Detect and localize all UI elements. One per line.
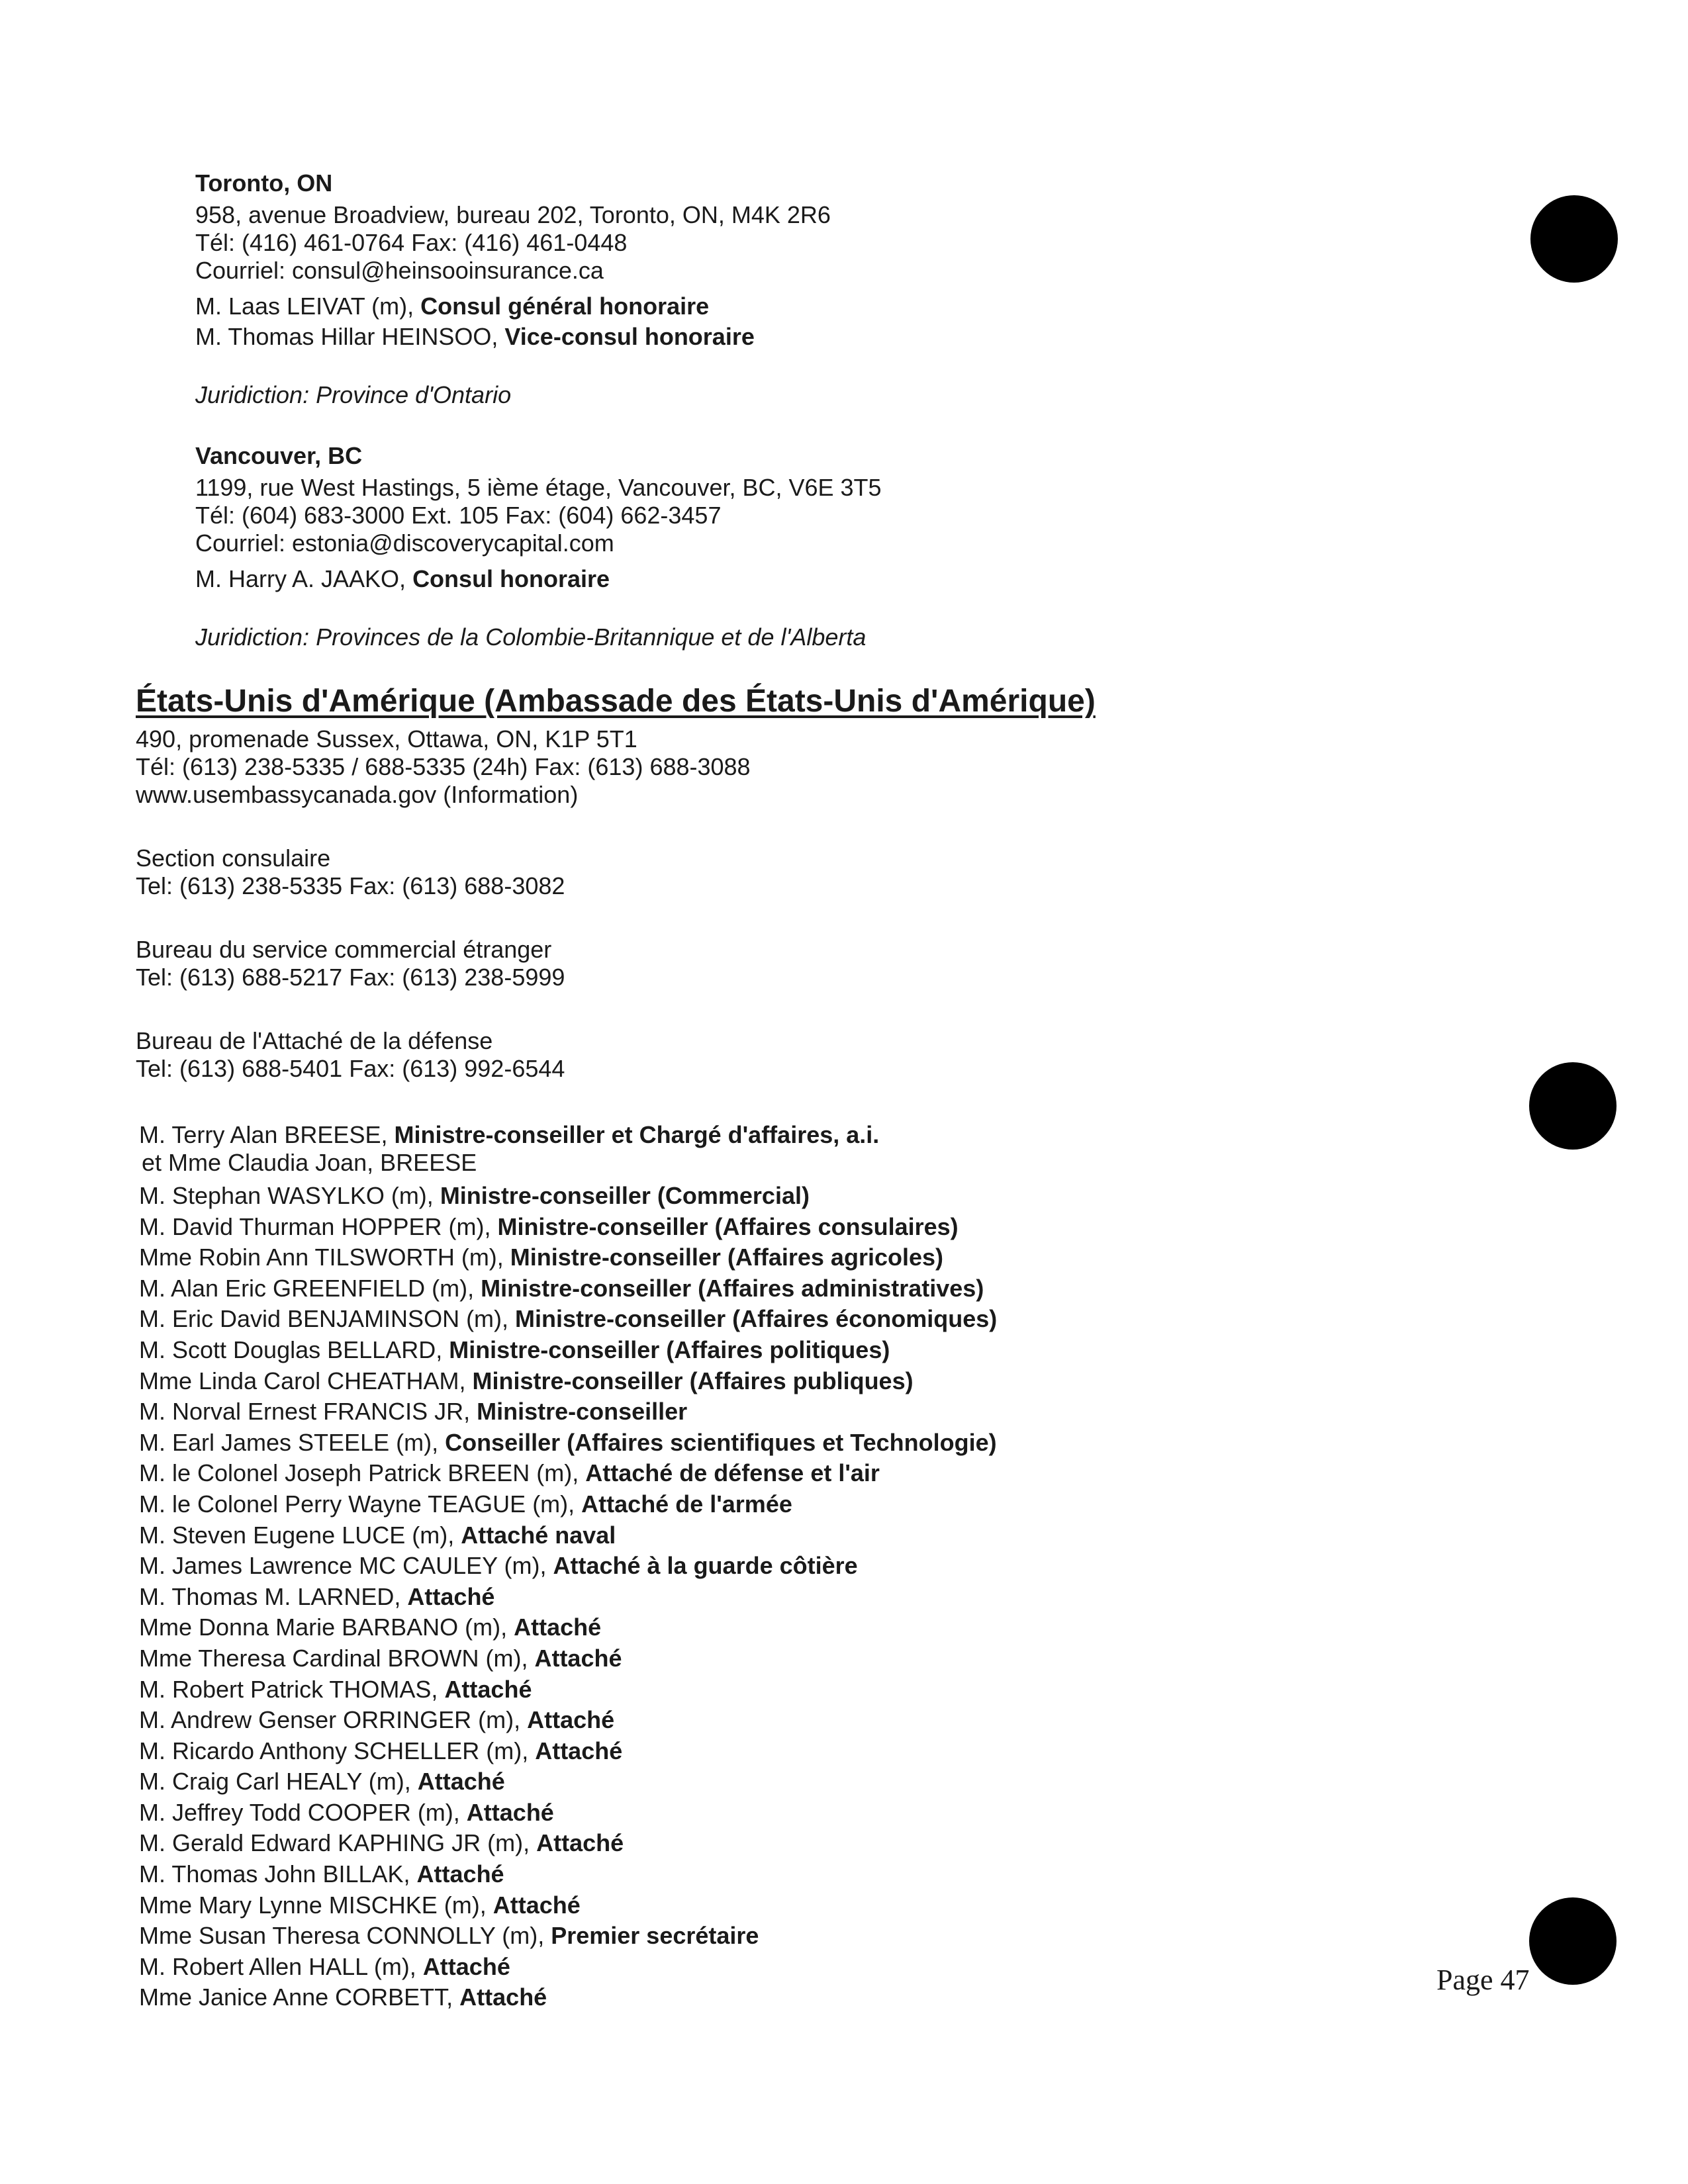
section-name: Bureau de l'Attaché de la défense: [136, 1027, 493, 1054]
vancouver-phone: Tél: (604) 683-3000 Ext. 105 Fax: (604) 662-3457: [195, 502, 722, 529]
staff-name: Mme Mary Lynne MISCHKE (m),: [139, 1891, 493, 1919]
staff-row: [139, 1520, 997, 1551]
staff-title: Attaché: [466, 1798, 554, 1826]
staff-title: Attaché naval: [461, 1521, 616, 1549]
staff-row: [139, 1828, 997, 1859]
staff-row: [139, 1674, 997, 1706]
staff-name: M. Steven Eugene LUCE (m),: [139, 1521, 461, 1549]
staff-row: [139, 1304, 997, 1335]
toronto-phone: Tél: (416) 461-0764 Fax: (416) 461-0448: [195, 229, 628, 256]
staff-title: Attaché: [407, 1582, 495, 1610]
staff-name: M. James Lawrence MC CAULEY (m),: [139, 1552, 553, 1580]
staff-name: M. Jeffrey Todd COOPER (m),: [139, 1798, 467, 1826]
staff-name: Mme Robin Ann TILSWORTH (m),: [139, 1244, 510, 1271]
staff-row: [139, 1890, 997, 1921]
staff-title: Attaché: [514, 1614, 602, 1641]
staff-title: Conseiller (Affaires scientifiques et Technologie): [445, 1428, 997, 1456]
staff-name: M. Scott Douglas BELLARD,: [139, 1336, 449, 1363]
staff-name: Mme Susan Theresa CONNOLLY (m),: [139, 1922, 551, 1950]
staff-title: Attaché: [536, 1829, 624, 1857]
toronto-jurisdiction: Juridiction: Province d'Ontario: [195, 381, 512, 408]
staff-name: M. Thomas M. LARNED,: [139, 1582, 408, 1610]
punch-hole-middle: [1529, 1062, 1617, 1150]
staff-title: Ministre-conseiller (Affaires économiques): [515, 1305, 998, 1333]
staff-title: Attaché: [534, 1644, 622, 1672]
staff-title: Attaché: [416, 1860, 504, 1888]
staff-title: Attaché de l'armée: [581, 1490, 792, 1518]
staff-name: M. Thomas John BILLAK,: [139, 1860, 417, 1888]
staff-name: M. Andrew Genser ORRINGER (m),: [139, 1706, 528, 1734]
staff-title: Attaché: [444, 1675, 532, 1703]
staff-row: [139, 1458, 997, 1489]
staff-title: Ministre-conseiller (Affaires politiques): [449, 1336, 890, 1363]
section-phone: Tel: (613) 688-5217 Fax: (613) 238-5999: [136, 964, 565, 991]
staff-row: [139, 1489, 997, 1520]
staff-row: [139, 1612, 997, 1643]
vancouver-jurisdiction: Juridiction: Provinces de la Colombie-Britannique et de l'Alberta: [195, 623, 867, 651]
staff-name: M. Robert Patrick THOMAS,: [139, 1675, 445, 1703]
spouse-line: et Mme Claudia Joan, BREESE: [142, 1149, 477, 1176]
section-name: Bureau du service commercial étranger: [136, 936, 552, 963]
punch-hole-bottom: [1529, 1897, 1617, 1985]
official-name: M. Terry Alan BREESE,: [139, 1121, 395, 1148]
vancouver-heading: Vancouver, BC: [195, 442, 363, 469]
vancouver-email: Courriel: estonia@discoverycapital.com: [195, 529, 614, 557]
vancouver-address: 1199, rue West Hastings, 5 ième étage, Vancouver, BC, V6E 3T5: [195, 474, 882, 501]
official-title: Consul honoraire: [412, 565, 610, 592]
staff-row: [139, 1181, 997, 1212]
section-phone: Tel: (613) 688-5401 Fax: (613) 992-6544: [136, 1055, 565, 1082]
staff-title: Attaché à la guarde côtière: [553, 1552, 858, 1580]
staff-name: M. Ricardo Anthony SCHELLER (m),: [139, 1737, 536, 1764]
staff-name: M. Robert Allen HALL (m),: [139, 1952, 423, 1980]
staff-name: M. Norval Ernest FRANCIS JR,: [139, 1398, 477, 1426]
official-name: M. Thomas Hillar HEINSOO,: [195, 323, 505, 350]
staff-row: [139, 1766, 997, 1797]
staff-title: Ministre-conseiller: [477, 1398, 688, 1426]
staff-row: [139, 1396, 997, 1428]
staff-row: [139, 1273, 997, 1304]
embassy-phone: Tél: (613) 238-5335 / 688-5335 (24h) Fax: (613) 688-3088: [136, 753, 751, 780]
staff-name: M. le Colonel Joseph Patrick BREEN (m),: [139, 1459, 586, 1487]
staff-row: [139, 1643, 997, 1674]
staff-title: Attaché: [459, 1983, 547, 2011]
official-title: Consul général honoraire: [420, 293, 710, 320]
country-heading: États-Unis d'Amérique (Ambassade des États-Unis d'Amérique): [136, 684, 1096, 719]
official-row: [195, 564, 610, 594]
staff-row: [139, 1582, 997, 1613]
staff-title: Attaché de défense et l'air: [585, 1459, 880, 1487]
staff-row: [139, 1366, 997, 1397]
staff-name: Mme Donna Marie BARBANO (m),: [139, 1614, 514, 1641]
staff-name: M. Eric David BENJAMINSON (m),: [139, 1305, 516, 1333]
staff-row: [139, 1982, 997, 2013]
staff-title: Attaché: [527, 1706, 615, 1734]
staff-name: M. David Thurman HOPPER (m),: [139, 1212, 498, 1240]
official-title: Vice-consul honoraire: [504, 323, 755, 350]
staff-name: Mme Linda Carol CHEATHAM,: [139, 1367, 473, 1394]
embassy-website: www.usembassycanada.gov (Information): [136, 781, 579, 808]
staff-row: [139, 1705, 997, 1736]
staff-title: Attaché: [492, 1891, 581, 1919]
page-number: Page 47: [1436, 1964, 1530, 1996]
staff-title: Ministre-conseiller (Affaires agricoles): [510, 1244, 944, 1271]
staff-title: Ministre-conseiller (Commercial): [440, 1182, 810, 1209]
staff-name: Mme Theresa Cardinal BROWN (m),: [139, 1644, 535, 1672]
staff-name: M. Alan Eric GREENFIELD (m),: [139, 1274, 481, 1302]
staff-row: [139, 1797, 997, 1829]
staff-row: [139, 1551, 997, 1582]
staff-title: Attaché: [422, 1952, 510, 1980]
staff-title: Ministre-conseiller (Affaires administratives): [481, 1274, 984, 1302]
staff-name: M. le Colonel Perry Wayne TEAGUE (m),: [139, 1490, 582, 1518]
head-of-mission: [139, 1120, 879, 1150]
toronto-email: Courriel: consul@heinsooinsurance.ca: [195, 257, 604, 284]
punch-hole-top: [1530, 195, 1618, 283]
staff-row: [139, 1859, 997, 1890]
toronto-heading: Toronto, ON: [195, 169, 333, 197]
section-name: Section consulaire: [136, 844, 331, 872]
staff-name: Mme Janice Anne CORBETT,: [139, 1983, 460, 2011]
staff-row: [139, 1335, 997, 1366]
staff-row: [139, 1952, 997, 1983]
embassy-address: 490, promenade Sussex, Ottawa, ON, K1P 5T1: [136, 725, 637, 752]
staff-title: Ministre-conseiller (Affaires publiques): [472, 1367, 914, 1394]
section-phone: Tel: (613) 238-5335 Fax: (613) 688-3082: [136, 872, 565, 899]
staff-row: [139, 1242, 997, 1273]
toronto-address: 958, avenue Broadview, bureau 202, Toronto, ON, M4K 2R6: [195, 201, 831, 228]
staff-title: Attaché: [417, 1768, 505, 1796]
official-title: Ministre-conseiller et Chargé d'affaires, a.i.: [394, 1121, 880, 1148]
official-name: M. Laas LEIVAT (m),: [195, 293, 421, 320]
staff-row: [139, 1736, 997, 1767]
staff-name: M. Gerald Edward KAPHING JR (m),: [139, 1829, 537, 1857]
staff-list: [139, 1181, 997, 2013]
staff-name: M. Earl James STEELE (m),: [139, 1428, 445, 1456]
staff-row: [139, 1921, 997, 1952]
staff-name: M. Craig Carl HEALY (m),: [139, 1768, 418, 1796]
staff-title: Attaché: [535, 1737, 623, 1764]
official-row: [195, 291, 709, 322]
staff-title: Premier secrétaire: [551, 1922, 759, 1950]
staff-title: Ministre-conseiller (Affaires consulaires): [497, 1212, 959, 1240]
staff-row: [139, 1212, 997, 1243]
staff-row: [139, 1428, 997, 1459]
staff-name: M. Stephan WASYLKO (m),: [139, 1182, 440, 1209]
official-name: M. Harry A. JAAKO,: [195, 565, 413, 592]
official-row: [195, 322, 755, 352]
